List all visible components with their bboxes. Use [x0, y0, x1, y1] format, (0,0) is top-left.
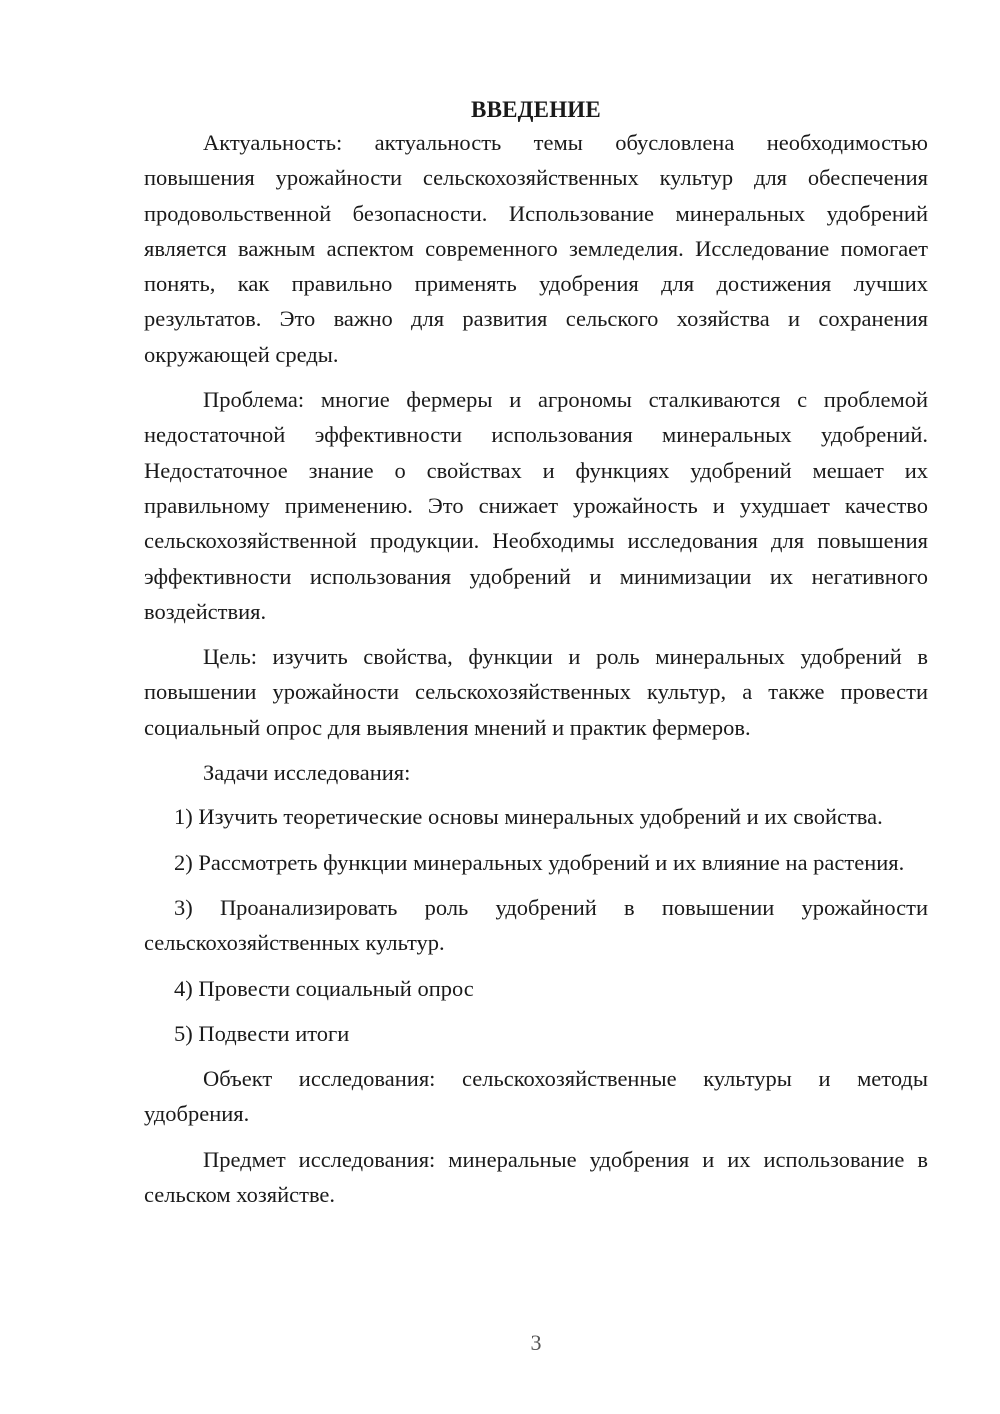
task-item: 5) Подвести итоги — [174, 1020, 350, 1046]
task-item: 2) Рассмотреть функции минеральных удобрений и их влияние на растения. — [174, 849, 905, 875]
document-page — [144, 93, 928, 1222]
section-heading: ВВЕДЕНИЕ — [471, 97, 601, 122]
paragraph-tasks-intro: Задачи исследования: — [203, 760, 411, 786]
paragraph-relevance: Актуальность: актуальность темы обусловлена необходимостью повышения урожайности сельскохозяйственных культур для обеспечения продовольственной безопасности. Использование минеральных удобрений является важным аспектом современного земледелия. Исследование помогает понять, как правильно применять удобрения для достижения лучших результатов. Это важно для развития сельского хозяйства и сохранения окружающей среды. — [144, 130, 928, 367]
paragraph-subject: Предмет исследования: минеральные удобрения и их использование в сельском хозяйстве. — [144, 1146, 928, 1208]
paragraph-problem: Проблема: многие фермеры и агрономы сталкиваются с проблемой недостаточной эффективности использования минеральных удобрений. Недостаточное знание о свойствах и функциях удобрений мешает их правильному применению. Это снижает урожайность и ухудшает качество сельскохозяйственной продукции. Необходимы исследования для повышения эффективности использования удобрений и минимизации их негативного воздействия. — [144, 387, 928, 624]
task-item: 1) Изучить теоретические основы минеральных удобрений и их свойства. — [174, 804, 883, 830]
tasks-list — [144, 799, 928, 1051]
paragraph-goal: Цель: изучить свойства, функции и роль минеральных удобрений в повышении урожайности сельскохозяйственных культур, а также провести социальный опрос для выявления мнений и практик фермеров. — [144, 644, 928, 740]
paragraph-object: Объект исследования: сельскохозяйственные культуры и методы удобрения. — [144, 1066, 928, 1127]
task-item: 3) Проанализировать роль удобрений в повышении урожайности сельскохозяйственных культур. — [144, 894, 928, 956]
page-number: 3 — [530, 1330, 542, 1355]
task-item: 4) Провести социальный опрос — [174, 975, 474, 1001]
